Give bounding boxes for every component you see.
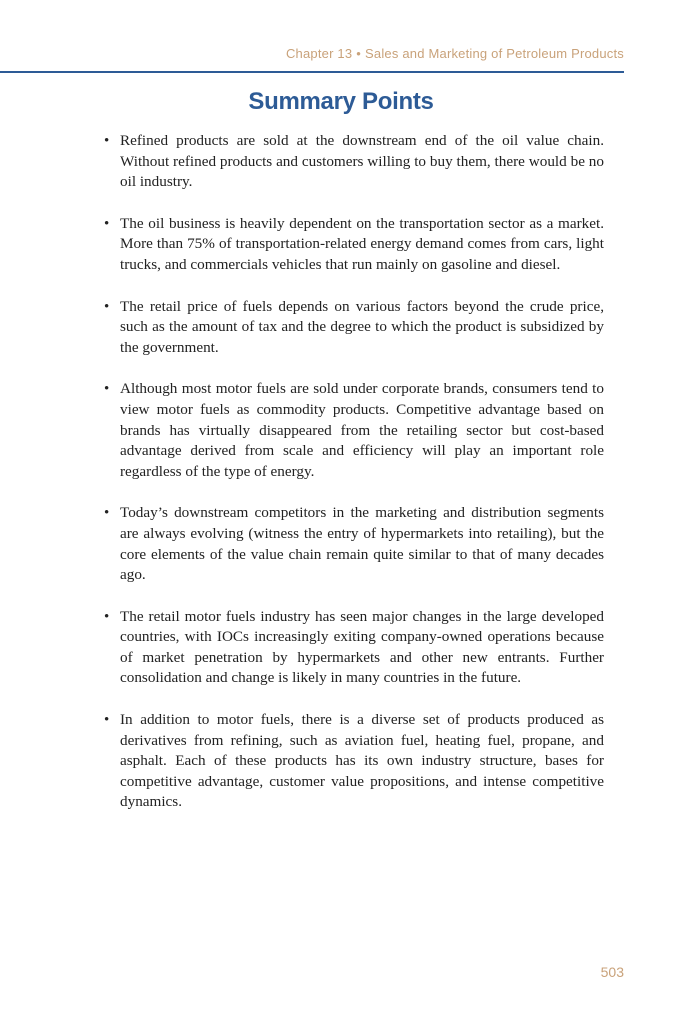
summary-point-text: The retail price of fuels depends on various factors beyond the crude price, such as the amount of tax and the degree to which the product is subsidized by the government. <box>120 297 604 356</box>
summary-point-text: Today’s downstream competitors in the marketing and distribution segments are always evolving (witness the entry of hypermarkets into retailing), but the core elements of the value chain remain quite similar to that of many decades ago. <box>120 504 604 584</box>
page-title: Summary Points <box>248 88 434 115</box>
summary-point-text: The retail motor fuels industry has seen major changes in the large developed countries, with IOCs increasingly exiting company-owned operations because of market penetration by hypermarkets and other new entrants. Further consolidation and change is likely in many countries in the future. <box>120 607 604 687</box>
bullet-icon: • <box>104 712 110 729</box>
summary-point <box>104 607 604 689</box>
summary-point <box>104 297 604 359</box>
bullet-icon: • <box>104 608 110 625</box>
bullet-icon: • <box>104 215 110 232</box>
bullet-icon: • <box>104 505 110 522</box>
bullet-icon: • <box>104 381 110 398</box>
header-rule <box>0 71 624 73</box>
summary-point <box>104 379 604 482</box>
summary-point <box>104 710 604 813</box>
summary-point <box>104 503 604 585</box>
header-separator: • <box>356 46 362 61</box>
summary-point <box>104 131 604 193</box>
summary-points-list <box>104 131 604 834</box>
bullet-icon: • <box>104 298 110 315</box>
summary-point-text: Although most motor fuels are sold under corporate brands, consumers tend to view motor fuels as commodity products. Competitive advantage based on brands has virtually disappeared from the retailing sector but cost-based advantage derived from scale and efficiency will play an important role regardless of the type of energy. <box>120 380 604 480</box>
running-header <box>286 46 624 61</box>
page-number: 503 <box>600 964 624 980</box>
summary-point <box>104 214 604 276</box>
summary-point-text: In addition to motor fuels, there is a diverse set of products produced as derivatives from refining, such as aviation fuel, heating fuel, propane, and asphalt. Each of these products has its own industry structure, bases for competitive advantage, customer value propositions, and intense competitive dynamics. <box>120 711 604 811</box>
chapter-label: Chapter 13 <box>285 46 353 61</box>
summary-point-text: The oil business is heavily dependent on the transportation sector as a market. More than 75% of transportation-related energy demand comes from cars, light trucks, and commercials vehicles that run mainly on gasoline and diesel. <box>120 214 604 273</box>
chapter-title: Sales and Marketing of Petroleum Products <box>365 46 624 61</box>
summary-point-text: Refined products are sold at the downstream end of the oil value chain. Without refined products and customers willing to buy them, there would be no oil industry. <box>120 132 604 191</box>
bullet-icon: • <box>104 133 110 149</box>
